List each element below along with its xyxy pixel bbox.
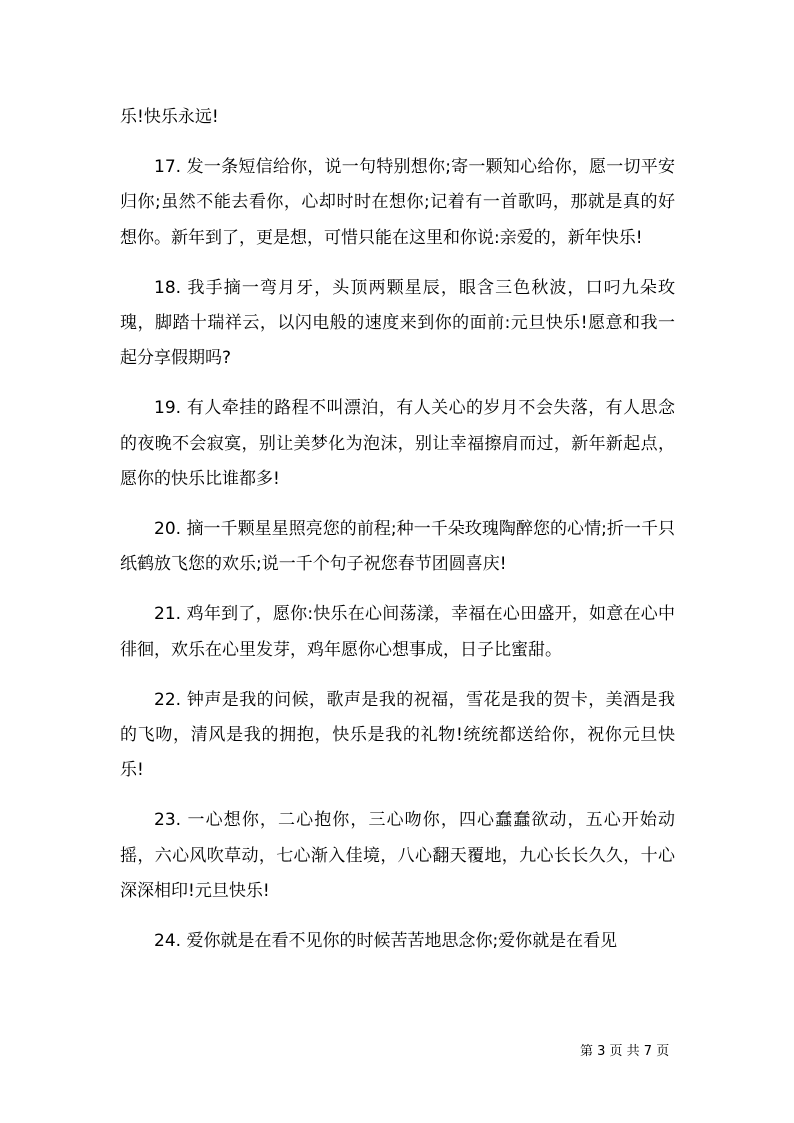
document-body bbox=[120, 100, 675, 974]
paragraph-item-23: 23. 一心想你，二心抱你，三心吻你，四心蠢蠢欲动，五心开始动摇，六心风吹草动，七心渐入佳境，八心翻天覆地，九心长长久久，十心深深相印!元旦快乐! bbox=[120, 810, 675, 901]
paragraph-item-21: 21. 鸡年到了，愿你:快乐在心间荡漾，幸福在心田盛开，如意在心中徘徊，欢乐在心里发芽，鸡年愿你心想事成，日子比蜜甜。 bbox=[120, 604, 675, 660]
paragraph-item-19: 19. 有人牵挂的路程不叫漂泊，有人关心的岁月不会失落，有人思念的夜晚不会寂寞，别让美梦化为泡沫，别让幸福擦肩而过，新年新起点，愿你的快乐比谁都多! bbox=[120, 398, 675, 489]
page-number-footer: 第 3 页 共 7 页 bbox=[580, 1044, 670, 1059]
paragraph-item-24: 24. 爱你就是在看不见你的时候苦苦地思念你;爱你就是在看见 bbox=[154, 931, 618, 952]
paragraph-continuation: 乐!快乐永远! bbox=[120, 107, 219, 127]
paragraph-item-22: 22. 钟声是我的问候，歌声是我的祝福，雪花是我的贺卡，美酒是我的飞吻，清风是我的拥抱，快乐是我的礼物!统统都送给你，祝你元旦快乐! bbox=[120, 689, 675, 781]
paragraph-item-20: 20. 摘一千颗星星照亮您的前程;种一千朵玫瑰陶醉您的心情;折一千只纸鹤放飞您的欢乐;说一千个句子祝您春节团圆喜庆! bbox=[120, 519, 675, 575]
paragraph-item-18: 18. 我手摘一弯月牙，头顶两颗星辰，眼含三色秋波，口叼九朵玫瑰，脚踏十瑞祥云，以闪电般的速度来到你的面前:元旦快乐!愿意和我一起分享假期吗? bbox=[120, 277, 675, 369]
paragraph-item-17: 17. 发一条短信给你，说一句特别想你;寄一颗知心给你，愿一切平安归你;虽然不能去看你，心却时时在想你;记着有一首歌吗，那就是真的好想你。新年到了，更是想，可惜只能在这里和你说:亲爱的，新年快乐! bbox=[120, 157, 675, 248]
